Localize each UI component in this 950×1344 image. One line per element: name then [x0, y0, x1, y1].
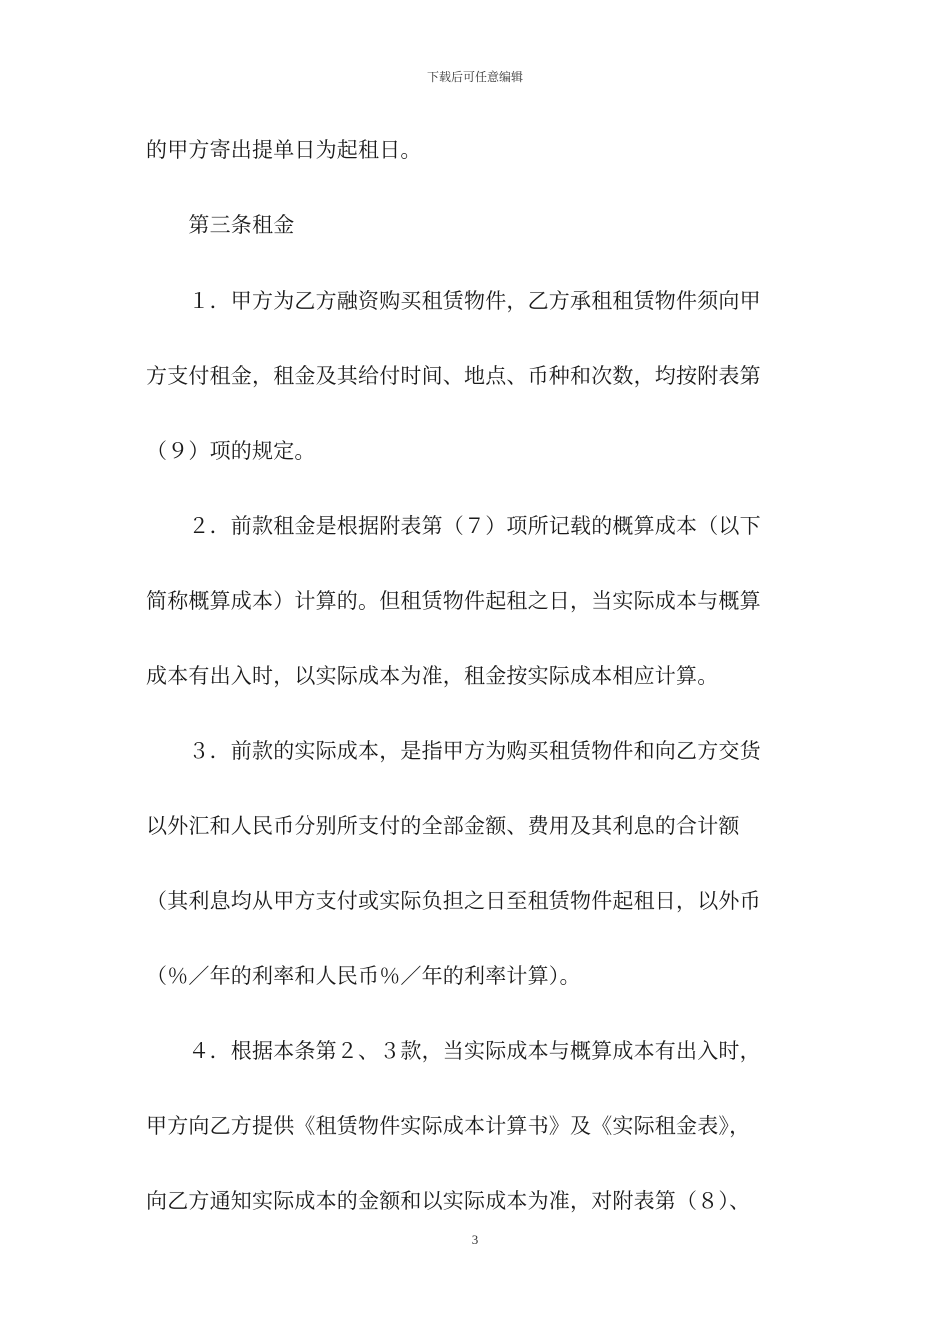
body-line-8: 成本有出入时，以实际成本为准，租金按实际成本相应计算。: [146, 664, 719, 688]
body-line-12: （％／年的利率和人民币％／年的利率计算）。: [146, 964, 581, 988]
body-line-10: 以外汇和人民币分别所支付的全部金额、费用及其利息的合计额: [146, 814, 740, 838]
body-line-1: 的甲方寄出提单日为起租日。: [146, 138, 422, 162]
body-line-5: （９）项的规定。: [146, 439, 316, 463]
body-line-14: 甲方向乙方提供《租赁物件实际成本计算书》及《实际租金表》，: [146, 1114, 751, 1138]
body-line-6: ２．前款租金是根据附表第（７）项所记载的概算成本（以下: [146, 514, 761, 538]
body-line-4: 方支付租金，租金及其给付时间、地点、币种和次数，均按附表第: [146, 364, 761, 388]
body-line-9: ３．前款的实际成本，是指甲方为购买租赁物件和向乙方交货: [146, 739, 761, 763]
body-line-3: １．甲方为乙方融资购买租赁物件，乙方承租租赁物件须向甲: [146, 289, 761, 313]
page-number: 3: [471, 1232, 479, 1247]
body-line-2: 第三条租金: [146, 213, 295, 237]
page-header: 下载后可任意编辑: [426, 70, 523, 84]
body-line-11: （其利息均从甲方支付或实际负担之日至租赁物件起租日，以外币: [146, 889, 761, 913]
body-line-15: 向乙方通知实际成本的金额和以实际成本为准，对附表第（８）、: [146, 1189, 751, 1213]
body-line-7: 简称概算成本）计算的。但租赁物件起租之日，当实际成本与概算: [146, 589, 761, 613]
body-line-13: ４．根据本条第２、３款，当实际成本与概算成本有出入时，: [146, 1039, 761, 1063]
